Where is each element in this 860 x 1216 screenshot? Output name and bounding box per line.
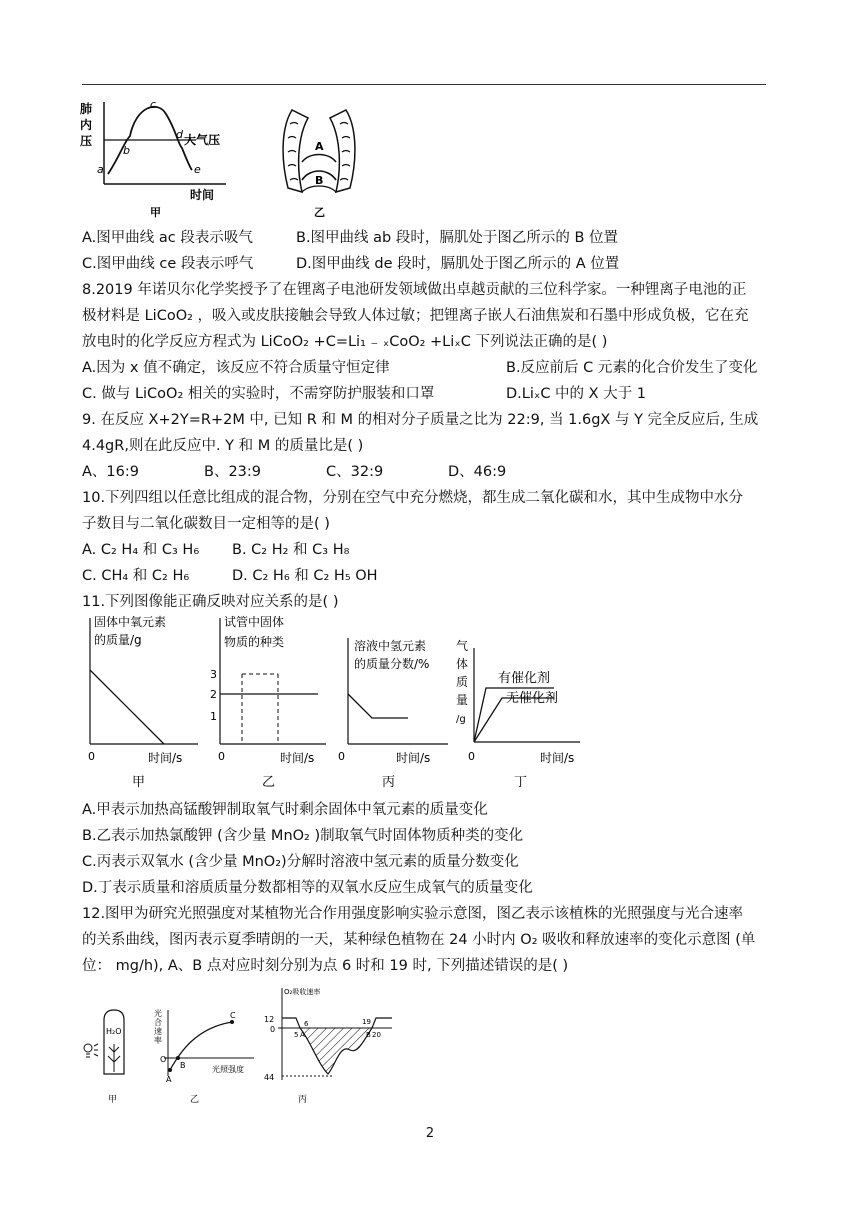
q7-ref-line-label: 大气压 — [184, 133, 221, 147]
q11-chart-ding — [450, 614, 586, 792]
q12-bing-mark-5: 5 — [294, 1031, 299, 1039]
q7-figure-yi — [280, 96, 360, 220]
q7-option-a: A.图甲曲线 ac 段表示吸气 — [82, 230, 253, 246]
q11-bing-xlabel: 时间/s — [396, 751, 431, 765]
q7-ylabel-0: 肺 — [80, 102, 93, 116]
q11-ding-ylabel-0: 气 — [456, 639, 469, 653]
q9-option-c: C、32:9 — [326, 464, 384, 480]
q11-ding-ylabel-3: 量 — [456, 693, 469, 707]
q10-stem-line1: 10.下列四组以任意比组成的混合物，分别在空气中充分燃烧，都生成二氧化碳和水，其中生成物中水分 — [82, 490, 744, 506]
q9-stem-line1: 9. 在反应 X+2Y=R+2M 中, 已知 R 和 M 的相对分子质量之比为 22:9, 当 1.6gX 与 Y 完全反应后, 生成 — [82, 412, 759, 428]
q12-bing-title: O₂吸收速率 — [284, 988, 321, 996]
q12-yi-ylabel-0: 光 — [154, 1009, 162, 1018]
q7-option-b: B.图甲曲线 ab 段时，膈肌处于图乙所示的 B 位置 — [296, 230, 619, 246]
q11-ding-series-1: 无催化剂 — [506, 691, 559, 706]
q7-ylabel-1: 内 — [80, 118, 93, 132]
q9-option-a: A、16:9 — [82, 464, 139, 480]
q8-option-d: D.LiₓC 中的 X 大于 1 — [506, 386, 647, 402]
q11-jia-ylabel-0: 固体中氧元素 — [94, 615, 167, 629]
q7-yi-label-b: B — [315, 174, 324, 187]
q7-point-a: a — [97, 163, 104, 176]
q8-option-a: A.因为 x 值不确定，该反应不符合质量守恒定律 — [82, 360, 390, 376]
q12-stem-line1: 12.图甲为研究光照强度对某植物光合作用强度影响实验示意图，图乙表示该植株的光照强度与光合速率 — [82, 906, 744, 922]
q11-chart-jia — [80, 614, 200, 792]
q11-ding-ylabel-1: 体 — [456, 657, 469, 671]
q12-yi-ylabel-3: 率 — [154, 1036, 162, 1045]
q12-bing-tick-12: 12 — [264, 1015, 275, 1024]
q11-yi-caption: 乙 — [262, 775, 276, 790]
q8-stem-line2: 极材料是 LiCoO₂ ，吸入或皮肤接触会导致人体过敏；把锂离子嵌人石油焦炭和石墨中形成负极，它在充 — [82, 308, 749, 324]
q9-stem-line2: 4.4gR,则在此反应中. Y 和 M 的质量比是( ) — [82, 438, 364, 454]
q12-stem-line2: 的关系曲线，图丙表示夏季晴朗的一天，某种绿色植物在 24 小时内 O₂ 吸收和释放速率的变化示意图 (单 — [82, 932, 756, 948]
header-rule — [82, 84, 766, 85]
q11-ding-caption: 丁 — [514, 775, 528, 790]
q12-bing-tick-0: 0 — [270, 1025, 276, 1034]
q12-bing-mark-a: A — [300, 1031, 305, 1039]
q7-point-b: b — [123, 144, 130, 157]
q11-option-b: B.乙表示加热氯酸钾 (含少量 MnO₂ )制取氧气时固体物质种类的变化 — [82, 828, 524, 844]
q11-yi-ylabel-0: 试管中固体 — [224, 615, 285, 629]
q8-stem-line1: 8.2019 年诺贝尔化学奖授予了在锂离子电池研发领域做出卓越贡献的三位科学家。一种锂离子电池的正 — [82, 282, 747, 298]
q12-yi-point-c: C — [230, 1011, 236, 1020]
q7-figure-jia — [78, 96, 250, 220]
q12-bing-mark-6: 6 — [304, 1020, 309, 1028]
q11-yi-origin: 0 — [218, 750, 225, 763]
q8-option-b: B.反应前后 C 元素的化合价发生了变化 — [506, 360, 758, 376]
q7-point-c: c — [150, 98, 157, 111]
q10-option-b: B. C₂ H₂ 和 C₃ H₈ — [232, 542, 350, 558]
q11-yi-tick-1: 1 — [210, 710, 217, 723]
page-number: 2 — [425, 1126, 435, 1141]
q11-yi-tick-2: 2 — [210, 688, 217, 701]
q11-jia-caption: 甲 — [132, 775, 146, 790]
q11-jia-xlabel: 时间/s — [148, 751, 183, 765]
q11-ding-series-0: 有催化剂 — [498, 671, 551, 686]
q8-stem-line3: 放电时的化学反应方程式为 LiCoO₂ +C=Li₁ ₋ ₓCoO₂ +LiₓC 下列说法正确的是( ) — [82, 334, 608, 350]
q7-caption-yi: 乙 — [314, 206, 325, 219]
q12-yi-xlabel: 光照强度 — [212, 1065, 244, 1074]
q12-figure-jia — [80, 1002, 140, 1106]
q12-bing-mark-20: 20 — [372, 1031, 381, 1039]
q12-bing-tick-44: 44 — [264, 1073, 275, 1082]
q11-bing-ylabel-0: 溶液中氢元素 — [354, 639, 427, 653]
q12-stem-line3: 位： mg/h), A、B 点对应时刻分别为点 6 时和 19 时, 下列描述错误的是( ) — [82, 958, 569, 974]
q11-bing-origin: 0 — [338, 750, 345, 763]
q12-jia-h2o: H₂O — [106, 1027, 122, 1036]
q12-yi-point-a: A — [166, 1075, 172, 1084]
q12-yi-caption: 乙 — [190, 1095, 200, 1105]
q11-stem: 11.下列图像能正确反映对应关系的是( ) — [82, 594, 339, 610]
q12-yi-point-b: B — [180, 1061, 186, 1070]
q11-ding-ylabel-2: 质 — [456, 675, 469, 689]
q11-ding-xlabel: 时间/s — [540, 751, 575, 765]
q10-option-a: A. C₂ H₄ 和 C₃ H₆ — [82, 542, 200, 558]
q9-option-b: B、23:9 — [204, 464, 262, 480]
q7-xlabel: 时间 — [190, 188, 215, 202]
q11-yi-tick-3: 3 — [210, 668, 217, 681]
q11-jia-origin: 0 — [88, 750, 95, 763]
q11-yi-ylabel-1: 物质的种类 — [224, 635, 285, 649]
q7-option-c: C.图甲曲线 ce 段表示呼气 — [82, 256, 254, 272]
q11-option-d: D.丁表示质量和溶质质量分数都相等的双氧水反应生成氧气的质量变化 — [82, 880, 533, 896]
q12-yi-ylabel-1: 合 — [154, 1018, 162, 1027]
q11-chart-yi — [208, 614, 332, 792]
q11-option-c: C.丙表示双氧水 (含少量 MnO₂)分解时溶液中氢元素的质量分数变化 — [82, 854, 519, 870]
q11-option-a: A.甲表示加热高锰酸钾制取氧气时剩余固体中氧元素的质量变化 — [82, 802, 488, 818]
q7-point-e: e — [194, 163, 201, 176]
q11-yi-xlabel: 时间/s — [280, 751, 315, 765]
q11-ding-origin: 0 — [468, 750, 475, 763]
q12-bing-caption: 丙 — [298, 1095, 308, 1105]
q12-figure-bing — [260, 984, 406, 1106]
q11-chart-bing — [336, 614, 456, 792]
q7-option-d: D.图甲曲线 de 段时，膈肌处于图乙所示的 A 位置 — [296, 256, 620, 272]
q10-stem-line2: 子数目与二氧化碳数目一定相等的是( ) — [82, 516, 330, 532]
q7-point-d: d — [176, 128, 183, 141]
q8-option-c: C. 做与 LiCoO₂ 相关的实验时，不需穿防护服装和口罩 — [82, 386, 435, 402]
q12-figure-yi — [150, 1006, 262, 1106]
q12-bing-mark-19: 19 — [362, 1018, 371, 1026]
q12-yi-ylabel-2: 速 — [154, 1027, 162, 1036]
q10-option-d: D. C₂ H₆ 和 C₂ H₅ OH — [232, 568, 378, 584]
q11-ding-ylabel-4: /g — [456, 714, 466, 725]
q12-yi-point-o: O — [160, 1055, 167, 1064]
q10-option-c: C. CH₄ 和 C₂ H₆ — [82, 568, 190, 584]
q11-bing-caption: 丙 — [382, 775, 396, 790]
q9-option-d: D、46:9 — [448, 464, 507, 480]
q7-yi-label-a: A — [315, 140, 324, 153]
q7-ylabel-2: 压 — [80, 134, 93, 148]
q7-caption-jia: 甲 — [150, 206, 161, 219]
q11-jia-ylabel-1: 的质量/g — [94, 633, 142, 647]
q12-bing-mark-b: B — [366, 1031, 371, 1039]
q11-bing-ylabel-1: 的质量分数/% — [354, 657, 430, 671]
q12-jia-caption: 甲 — [108, 1095, 118, 1105]
